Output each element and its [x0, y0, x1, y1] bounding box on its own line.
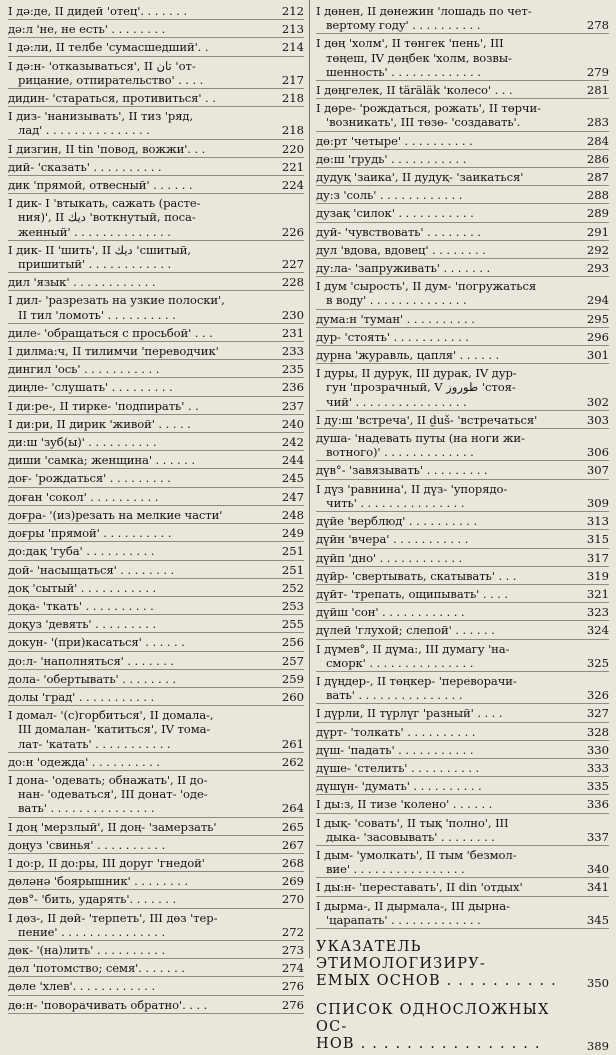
index-entry: [8, 542, 304, 560]
entry-text: докун- '(при)касаться' . . . . . .: [8, 635, 185, 650]
entry-text: дүше- 'стелить' . . . . . . . . . .: [316, 760, 480, 775]
section-heading: [316, 929, 609, 992]
entry-text: I дә:де, II дидей 'отец'. . . . . . .: [8, 4, 187, 18]
entry-text: дума:н 'туман' . . . . . . . . . .: [316, 311, 475, 326]
entry-text: I дық- 'совать', II тық 'полно', III дыка- 'засовывать' . . . . . . . .: [316, 815, 509, 844]
entry-text: I ди:ре-, II тирке- 'подпирать' . .: [8, 398, 199, 413]
page-number: 325: [586, 655, 609, 670]
page-number: 270: [281, 892, 304, 907]
index-entry: [8, 579, 304, 597]
page-number: 228: [281, 275, 304, 290]
index-entry: [8, 818, 304, 836]
index-entry: [8, 597, 304, 615]
entry-text: I дүрли, II түрлүг 'разный' . . . .: [316, 706, 503, 721]
page-number: 264: [281, 801, 304, 816]
entry-text: I доң 'мерзлый', II доң- 'замерзать': [8, 819, 217, 834]
index-entry: [8, 194, 304, 241]
page-number: 324: [586, 623, 609, 638]
index-entry: [8, 38, 304, 56]
entry-text: доғра- '(из)резать на мелкие части': [8, 507, 223, 522]
entry-text: дүйе 'верблюд' . . . . . . . . . .: [316, 514, 478, 529]
page-number: 261: [281, 736, 304, 751]
entry-text: I дона- 'одевать; обнажать', II до- нан- 'одеваться', III донат- 'оде- вать' . . . . . . . . . . . . . . .: [8, 772, 208, 816]
section-heading: [316, 992, 609, 1055]
entry-text: диңле- 'слушать' . . . . . . . . .: [8, 380, 173, 395]
entry-text: дүв°- 'завязывать' . . . . . . . . .: [316, 463, 488, 478]
index-entry: [316, 364, 609, 411]
index-entry: [8, 291, 304, 323]
index-entry: [316, 461, 609, 479]
index-entry: [316, 549, 609, 567]
page-number: 287: [586, 170, 609, 185]
index-entry: [316, 480, 609, 512]
page-number: 295: [586, 311, 609, 326]
page-number: 350: [586, 975, 609, 990]
entry-text: дүш- 'падать' . . . . . . . . . . .: [316, 742, 474, 757]
entry-text: I ди:ри, II дирик 'живой' . . . . .: [8, 416, 191, 431]
page-number: 220: [281, 141, 304, 156]
index-entry: [316, 186, 609, 204]
entry-text: доқуз 'девять' . . . . . . . . .: [8, 617, 157, 632]
index-entry: [8, 451, 304, 469]
page-number: 317: [586, 550, 609, 565]
index-entry: [316, 530, 609, 548]
index-entry: [8, 2, 304, 20]
page-number: 226: [281, 224, 304, 239]
page-number: 326: [586, 688, 609, 703]
page-number: 247: [281, 489, 304, 504]
page-number: 251: [281, 562, 304, 577]
entry-text: дүйр- 'свертывать, скатывать' . . .: [316, 568, 517, 583]
entry-text: I дум 'сырость', II дум- 'погружаться в воду' . . . . . . . . . . . . . .: [316, 279, 537, 308]
entry-text: дә:л 'не, не есть' . . . . . . . .: [8, 22, 166, 37]
entry-text: ду:ла- 'запруживать' . . . . . . .: [316, 261, 491, 276]
index-entry: [8, 872, 304, 890]
page-number: 217: [281, 72, 304, 87]
entry-text: I дырма-, II дырмала-, III дырна- 'царапать' . . . . . . . . . . . . .: [316, 898, 510, 927]
page-number: 233: [281, 344, 304, 359]
entry-text: ду:з 'соль' . . . . . . . . . . . .: [316, 188, 463, 203]
page-number: 301: [586, 348, 609, 363]
page-number: 260: [281, 689, 304, 704]
page-number: 294: [586, 293, 609, 308]
index-entry: [316, 741, 609, 759]
entry-text: дий- 'сказать' . . . . . . . . . .: [8, 159, 162, 174]
page-number: 289: [586, 206, 609, 221]
index-entry: [316, 814, 609, 846]
page-number: 269: [281, 874, 304, 889]
page-number: 253: [281, 598, 304, 613]
page-number: 313: [586, 514, 609, 529]
page-number: 315: [586, 532, 609, 547]
index-entry: [8, 524, 304, 542]
entry-text: I дөнен, II дөнежин 'лошадь по чет- вертому году' . . . . . . . . . .: [316, 4, 532, 33]
entry-text: дө:рт 'четыре' . . . . . . . . . .: [316, 133, 473, 148]
entry-text: дул 'вдова, вдовец' . . . . . . . .: [316, 242, 486, 257]
page-number: 255: [281, 617, 304, 632]
page-number: 321: [586, 586, 609, 601]
page-number: 323: [586, 605, 609, 620]
index-entry: [8, 488, 304, 506]
entry-text: I дизгин, II tin 'повод, вожжи'. . .: [8, 141, 206, 156]
entry-text: I дүмев°, II дүма:, III думагу 'на- сморк' . . . . . . . . . . . . . . .: [316, 641, 510, 670]
page-number: 265: [281, 819, 304, 834]
index-entry: [8, 996, 304, 1014]
entry-text: дола- 'обертывать' . . . . . . . .: [8, 671, 176, 686]
index-entry: [8, 977, 304, 995]
index-entry: [316, 704, 609, 722]
entry-text: дидин- 'стараться, противиться' . .: [8, 91, 216, 106]
page-number: 303: [586, 412, 609, 427]
entry-text: I дым- 'умолкать', II тым 'безмол- вие' . . . . . . . . . . . . . . . .: [316, 847, 517, 877]
page-number: 292: [586, 242, 609, 257]
page-number: 251: [281, 544, 304, 559]
entry-text: диле- 'обращаться с просьбой' . . .: [8, 325, 213, 340]
entry-text: дө:ш 'грудь' . . . . . . . . . . .: [316, 151, 467, 166]
index-entry: [8, 89, 304, 107]
entry-text: доқа- 'ткать' . . . . . . . . . .: [8, 598, 154, 613]
index-entry: [316, 878, 609, 896]
page-number: 309: [586, 495, 609, 510]
page-number: 272: [281, 924, 304, 939]
index-entry: [316, 150, 609, 168]
page-number: 212: [281, 4, 304, 18]
page-number: 293: [586, 261, 609, 276]
page-number: 296: [586, 329, 609, 344]
page-number: 276: [281, 979, 304, 994]
entry-text: доған 'сокол' . . . . . . . . . .: [8, 489, 159, 504]
index-entry: [316, 585, 609, 603]
page-number: 274: [281, 961, 304, 976]
index-entry: [8, 158, 304, 176]
entry-text: I дуры, II дурук, III дурак, IV дур- гун 'прозрачный, V طوروز 'стоя- чий' . . . . . . . . . . . . . . . .: [316, 366, 517, 409]
index-entry: [8, 469, 304, 487]
entry-text: I дөз-, II дөй- 'терпеть', III дөз 'тер- пение' . . . . . . . . . . . . . . .: [8, 910, 218, 939]
entry-text: I дә:ли, II телбе 'сумасшедший'. .: [8, 40, 209, 55]
index-entry: [8, 433, 304, 451]
page-number: 335: [586, 779, 609, 794]
page-number: 284: [586, 133, 609, 148]
right-column: [316, 2, 609, 1055]
entry-text: долы 'град' . . . . . . . . . . .: [8, 689, 155, 704]
entry-text: I дүз 'равнина', II дүз- 'упорядо- чить' . . . . . . . . . . . . . . .: [316, 481, 508, 510]
index-entry: [8, 57, 304, 89]
page-number: 256: [281, 635, 304, 650]
page-number: 319: [586, 568, 609, 583]
index-entry: [316, 672, 609, 704]
page-number: 257: [281, 653, 304, 668]
entry-text: дур- 'стоять' . . . . . . . . . . .: [316, 329, 469, 344]
page-number: 327: [586, 706, 609, 721]
index-entry: [316, 723, 609, 741]
page-number: 249: [281, 526, 304, 541]
index-entry: [8, 415, 304, 433]
index-entry: [8, 506, 304, 524]
index-entry: [8, 633, 304, 651]
page-number: 268: [281, 855, 304, 870]
entry-text: душа- 'надевать путы (на ноги жи- вотного)' . . . . . . . . . . . . .: [316, 431, 525, 460]
entry-text: дузақ 'силок' . . . . . . . . . . .: [316, 206, 474, 221]
page-number: 333: [586, 760, 609, 775]
page-number: 307: [586, 463, 609, 478]
entry-text: дөк- '(на)лить' . . . . . . . . . .: [8, 942, 166, 957]
entry-text: I дил- 'разрезать на узкие полоски', II тил 'ломоть' . . . . . . . . . .: [8, 293, 225, 322]
entry-text: I дөре- 'рождаться, рожать', II төрчи- 'возникать', III төзө- 'создавать'.: [316, 101, 541, 130]
entry-text: СПИСОК ОДНОСЛОЖНЫХ ОС- НОВ . . . . . . . . . . . . . . . .: [316, 1001, 550, 1052]
index-entry: [8, 140, 304, 158]
index-entry: [8, 360, 304, 378]
index-entry: [8, 706, 304, 753]
index-entry: [8, 273, 304, 291]
entry-text: I диз- 'нанизывать', II тиз 'ряд, лад' . . . . . . . . . . . . . . .: [8, 109, 194, 138]
index-entry: [316, 846, 609, 878]
index-entry: [316, 99, 609, 131]
page-number: 279: [586, 64, 609, 79]
page-number: 276: [281, 997, 304, 1012]
entry-text: до:дақ 'губа' . . . . . . . . . .: [8, 544, 155, 559]
index-entry: [316, 34, 609, 81]
entry-text: до:л- 'наполняться' . . . . . . .: [8, 653, 174, 668]
entry-text: дөле 'хлев'. . . . . . . . . . . .: [8, 979, 156, 994]
index-entry: [8, 652, 304, 670]
index-entry: [316, 795, 609, 813]
index-entry: [8, 670, 304, 688]
index-entry: [316, 168, 609, 186]
index-entry: [316, 411, 609, 429]
page-number: 281: [586, 83, 609, 98]
page-number: 273: [281, 942, 304, 957]
index-entry: [316, 81, 609, 99]
entry-text: I дик- II 'шить', II دیك 'сшитый, пришитый' . . . . . . . . . . . .: [8, 242, 191, 272]
index-entry: [316, 204, 609, 222]
page-number: 330: [586, 742, 609, 757]
index-entry: [316, 429, 609, 461]
entry-text: дуй- 'чувствовать' . . . . . . . .: [316, 224, 481, 239]
index-entry: [316, 346, 609, 364]
left-column: [8, 2, 304, 1014]
index-entry: [8, 397, 304, 415]
index-entry: [316, 759, 609, 777]
entry-text: I дөң 'холм', II төнгек 'пень', III төңеш, IV дөңбек 'холм, возвы- шенность' . . . . . . . . . . . . .: [316, 36, 512, 79]
index-entry: [8, 176, 304, 194]
page-number: 252: [281, 580, 304, 595]
index-entry: [8, 615, 304, 633]
entry-text: I ду:ш 'встреча', II d̮uš- 'встречаться': [316, 412, 538, 427]
index-entry: [8, 909, 304, 941]
entry-text: дүйш 'сон' . . . . . . . . . . . .: [316, 605, 465, 620]
entry-text: доғ- 'рождаться' . . . . . . . . .: [8, 471, 171, 486]
page-number: 286: [586, 151, 609, 166]
index-entry: [316, 223, 609, 241]
page-number: 283: [586, 115, 609, 130]
index-entry: [316, 277, 609, 309]
page-number: 242: [281, 435, 304, 450]
page-number: 218: [281, 123, 304, 138]
index-entry: [8, 561, 304, 579]
entry-text: дүйп 'дно' . . . . . . . . . . . .: [316, 550, 463, 565]
page-number: 231: [281, 325, 304, 340]
page-number: 236: [281, 380, 304, 395]
page-number: 227: [281, 257, 304, 272]
index-entry: [8, 941, 304, 959]
column-divider: [309, 0, 310, 958]
entry-text: I до:р, II до:ры, III доруг 'гнедой': [8, 855, 205, 870]
entry-text: диши 'самка; женщина' . . . . . .: [8, 453, 195, 468]
entry-text: ди:ш 'зуб(ы)' . . . . . . . . . .: [8, 435, 157, 450]
entry-text: дил 'язык' . . . . . . . . . . . .: [8, 275, 156, 290]
index-entry: [316, 567, 609, 585]
page-number: 291: [586, 224, 609, 239]
page-number: 337: [586, 829, 609, 844]
entry-text: дүйт- 'трепать, ощипывать' . . . .: [316, 586, 508, 601]
index-entry: [8, 241, 304, 273]
entry-text: дүлей 'глухой; слепой' . . . . . .: [316, 623, 495, 638]
entry-text: дүшүн- 'думать' . . . . . . . . . .: [316, 779, 482, 794]
entry-text: дүрт- 'толкать' . . . . . . . . . .: [316, 724, 476, 739]
entry-text: дудуқ 'заика', II дудуқ- 'заикаться': [316, 170, 524, 185]
entry-text: I дилма:ч, II тилимчи 'переводчик': [8, 344, 219, 359]
entry-text: I дик- I 'втыкать, сажать (расте- ния)', II دیك 'воткнутый, поса- женный' . . . . . . . . . . . . . .: [8, 196, 201, 239]
page-number: 245: [281, 471, 304, 486]
index-entry: [8, 107, 304, 139]
page-number: 302: [586, 394, 609, 409]
index-entry: [8, 771, 304, 818]
page-number: 213: [281, 22, 304, 37]
page-number: 278: [586, 18, 609, 33]
index-entry: [8, 688, 304, 706]
page-number: 336: [586, 797, 609, 812]
page-number: 237: [281, 398, 304, 413]
page-number: 389: [586, 1038, 609, 1053]
page-number: 262: [281, 754, 304, 769]
page-number: 244: [281, 453, 304, 468]
entry-text: дингил 'ось' . . . . . . . . . . .: [8, 362, 160, 377]
index-entry: [8, 753, 304, 771]
index-entry: [316, 603, 609, 621]
entry-text: I дүңдер-, II төңкер- 'переворачи- вать' . . . . . . . . . . . . . . .: [316, 673, 517, 703]
index-entry: [316, 2, 609, 34]
page-number: 340: [586, 862, 609, 877]
index-entry: [316, 241, 609, 259]
page-number: 240: [281, 416, 304, 431]
entry-text: дө:н- 'поворачивать обратно'. . . .: [8, 997, 208, 1012]
entry-text: дөләнә 'боярышник' . . . . . . . .: [8, 874, 188, 889]
index-entry: [8, 342, 304, 360]
index-entry: [8, 324, 304, 342]
index-entry: [316, 310, 609, 328]
entry-text: УКАЗАТЕЛЬ ЭТИМОЛОГИЗИРУ- ЕМЫХ ОСНОВ . . . . . . . . . .: [316, 938, 557, 989]
page-number: 221: [281, 159, 304, 174]
entry-text: дөв°- 'бить, ударять'. . . . . . .: [8, 892, 177, 907]
page-number: 235: [281, 362, 304, 377]
page-number: 341: [586, 880, 609, 895]
entry-text: I домал- '(с)горбиться', II домала-, III домалан- 'катиться', IV тома- лат- 'катать' . . . . . . . . . . .: [8, 708, 214, 751]
page-number: 259: [281, 671, 304, 686]
page-number: 306: [586, 445, 609, 460]
entry-text: дурна 'журавль, цапля' . . . . . .: [316, 348, 500, 363]
index-entry: [316, 132, 609, 150]
page-number: 224: [281, 178, 304, 193]
entry-text: I дөңгелек, II täräläk 'колесо' . . .: [316, 83, 513, 98]
index-entry: [316, 512, 609, 530]
entry-text: доғры 'прямой' . . . . . . . . . .: [8, 526, 172, 541]
index-entry: [8, 890, 304, 908]
entry-text: I дә:н- 'отказываться', II تان 'от- рицание, отпирательство' . . . .: [8, 58, 204, 87]
page-number: 345: [586, 912, 609, 927]
page-number: 218: [281, 91, 304, 106]
entry-text: дөл 'потомство; семя'. . . . . . .: [8, 961, 185, 976]
index-entry: [8, 378, 304, 396]
index-entry: [8, 854, 304, 872]
page-number: 248: [281, 507, 304, 522]
entry-text: дүйн 'вчера' . . . . . . . . . . .: [316, 532, 469, 547]
page-number: 214: [281, 40, 304, 55]
index-entry: [316, 777, 609, 795]
index-entry: [316, 897, 609, 929]
entry-text: доңуз 'свинья' . . . . . . . . . .: [8, 837, 166, 852]
index-entry: [316, 621, 609, 639]
index-entry: [316, 259, 609, 277]
page-number: 267: [281, 837, 304, 852]
entry-text: I ды:н- 'переставать', II din 'отдых': [316, 880, 523, 895]
entry-text: дой- 'насыщаться' . . . . . . . .: [8, 562, 175, 577]
index-entry: [316, 328, 609, 346]
entry-text: дик 'прямой, отвесный' . . . . . .: [8, 178, 193, 193]
index-entry: [8, 20, 304, 38]
page-number: 328: [586, 724, 609, 739]
index-entry: [8, 836, 304, 854]
page-number: 230: [281, 307, 304, 322]
page-number: 288: [586, 188, 609, 203]
entry-text: доқ 'сытый' . . . . . . . . . . .: [8, 580, 157, 595]
index-entry: [8, 959, 304, 977]
entry-text: до:н 'одежда' . . . . . . . . . .: [8, 754, 160, 769]
entry-text: I ды:з, II тизе 'колено' . . . . . .: [316, 797, 493, 812]
index-entry: [316, 640, 609, 672]
